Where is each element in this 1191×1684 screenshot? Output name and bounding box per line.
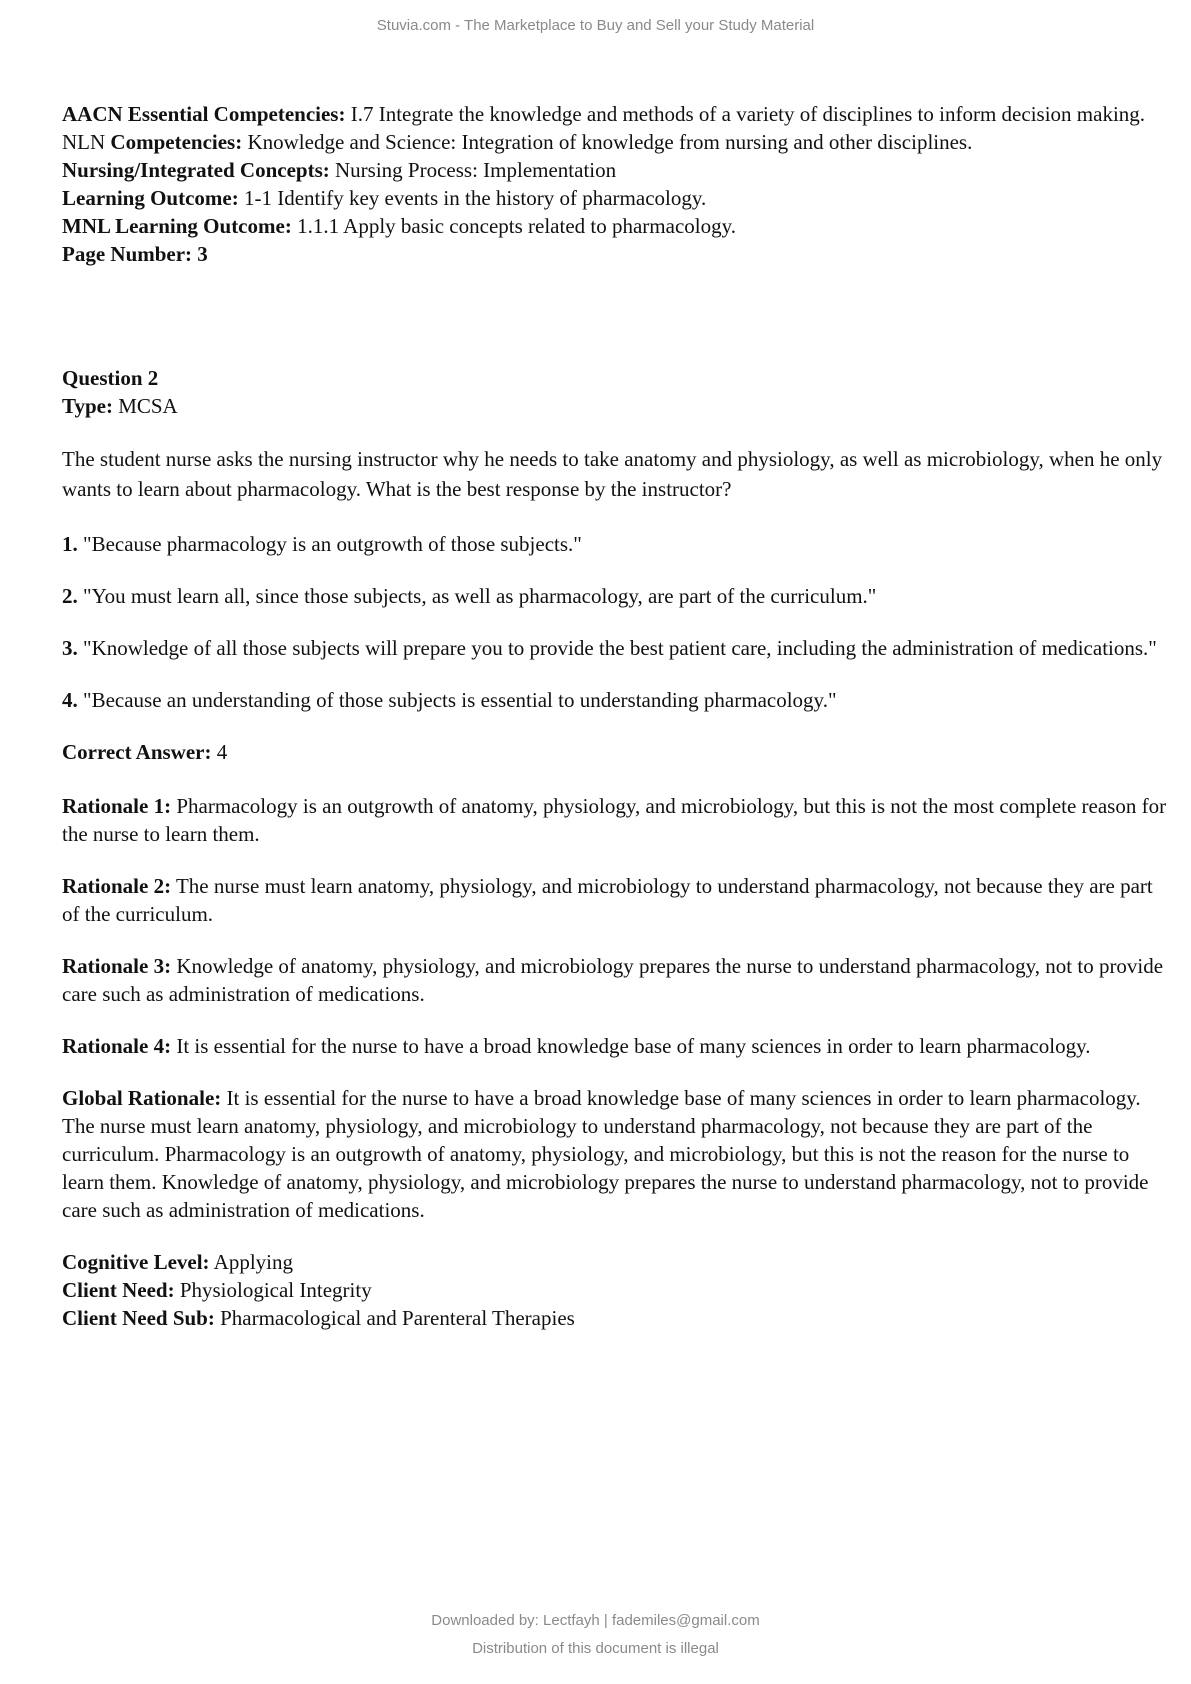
page-number: Page Number: 3	[62, 242, 208, 266]
correct-label: Correct Answer:	[62, 740, 212, 764]
spacer	[62, 662, 1172, 686]
aacn-competencies	[62, 100, 1172, 128]
spacer	[62, 610, 1172, 634]
option-4	[62, 686, 1172, 714]
spacer	[62, 714, 1172, 738]
global-rationale-label: Global Rationale:	[62, 1086, 222, 1110]
option-text: "Knowledge of all those subjects will prepare you to provide the best patient care, including the administration of medications."	[77, 636, 1157, 660]
learning-outcome	[62, 184, 1172, 212]
option-text: "Because pharmacology is an outgrowth of those subjects."	[77, 532, 582, 556]
rationale-text: Pharmacology is an outgrowth of anatomy, physiology, and microbiology, but this is not the most complete reason for the nurse to learn them.	[62, 794, 1167, 846]
option-number: 1.	[62, 532, 78, 556]
rationale-text: It is essential for the nurse to have a broad knowledge base of many sciences in order to learn pharmacology.	[171, 1034, 1091, 1058]
spacer	[62, 928, 1172, 952]
nursing-value: Nursing Process: Implementation	[329, 158, 617, 182]
client-need-sub-value: Pharmacological and Parenteral Therapies	[214, 1306, 575, 1330]
downloaded-by: Downloaded by: Lectfayh | fademiles@gmail.com	[431, 1612, 760, 1629]
aacn-label: AACN Essential Competencies:	[62, 102, 346, 126]
spacer	[62, 504, 1172, 530]
option-text: "You must learn all, since those subjects, as well as pharmacology, are part of the curriculum."	[77, 584, 877, 608]
mnl-label: MNL Learning Outcome:	[62, 214, 292, 238]
spacer	[62, 766, 1172, 792]
rationale-2	[62, 872, 1172, 928]
rationale-label: Rationale 3:	[62, 954, 172, 978]
question-title: Question 2	[62, 366, 159, 390]
client-need-value: Physiological Integrity	[174, 1278, 372, 1302]
rationale-label: Rationale 1:	[62, 794, 172, 818]
option-number: 3.	[62, 636, 78, 660]
spacer	[62, 1224, 1172, 1248]
mnl-value: 1.1.1 Apply basic concepts related to pharmacology.	[291, 214, 736, 238]
correct-answer	[62, 738, 1172, 766]
cognitive-level	[62, 1248, 1172, 1276]
cognitive-label: Cognitive Level:	[62, 1250, 210, 1274]
rationale-label: Rationale 2:	[62, 874, 172, 898]
option-number: 2.	[62, 584, 78, 608]
type-value: MCSA	[112, 394, 178, 418]
option-text: "Because an understanding of those subjects is essential to understanding pharmacology."	[77, 688, 837, 712]
learning-value: 1-1 Identify key events in the history of pharmacology.	[238, 186, 707, 210]
cognitive-value: Applying	[209, 1250, 293, 1274]
spacer	[62, 268, 1172, 354]
learning-label: Learning Outcome:	[62, 186, 239, 210]
option-number: 4.	[62, 688, 78, 712]
rationale-text: Knowledge of anatomy, physiology, and microbiology prepares the nurse to understand pharmacology, not to provide care such as administration of medications.	[62, 954, 1164, 1006]
global-rationale	[62, 1084, 1172, 1224]
spacer	[62, 1060, 1172, 1084]
client-need	[62, 1276, 1172, 1304]
mnl-learning-outcome	[62, 212, 1172, 240]
spacer	[62, 420, 1172, 444]
spacer	[62, 848, 1172, 872]
client-need-sub-label: Client Need Sub:	[62, 1306, 215, 1330]
option-2	[62, 582, 1172, 610]
global-rationale-text: It is essential for the nurse to have a broad knowledge base of many sciences in order to learn pharmacology. The nurse must learn anatomy, physiology, and microbiology to understand pharmacology, not because they are part of the curriculum. Pharmacology is an outgrowth of anatomy, physiology, and microbiology, but this is not the reason for the nurse to learn them. Knowledge of anatomy, physiology, and microbiology prepares the nurse to understand pharmacology, not to provide care such as administration of medications.	[62, 1086, 1149, 1222]
spacer	[62, 1008, 1172, 1032]
option-3	[62, 634, 1172, 662]
rationale-1	[62, 792, 1172, 848]
type-label: Type:	[62, 394, 113, 418]
nln-label-plain: NLN	[62, 130, 111, 154]
nursing-label: Nursing/Integrated Concepts:	[62, 158, 330, 182]
client-need-label: Client Need:	[62, 1278, 175, 1302]
document-body	[62, 100, 1172, 1332]
nursing-concepts	[62, 156, 1172, 184]
distribution-notice: Distribution of this document is illegal	[472, 1640, 719, 1657]
correct-value: 4	[211, 740, 228, 764]
question-type	[62, 392, 1172, 420]
rationale-3	[62, 952, 1172, 1008]
nln-competencies	[62, 128, 1172, 156]
page-header: Stuvia.com - The Marketplace to Buy and Sell your Study Material	[376, 17, 815, 34]
nln-value: Knowledge and Science: Integration of knowledge from nursing and other disciplines.	[242, 130, 973, 154]
rationale-4	[62, 1032, 1172, 1060]
aacn-value: I.7 Integrate the knowledge and methods of a variety of disciplines to inform decision making.	[345, 102, 1146, 126]
question-stem: The student nurse asks the nursing instructor why he needs to take anatomy and physiology, as well as microbiology, when he only wants to learn about pharmacology. What is the best response by the instructor?	[62, 447, 1163, 501]
rationale-text: The nurse must learn anatomy, physiology, and microbiology to understand pharmacology, not because they are part of the curriculum.	[62, 874, 1153, 926]
nln-label: Competencies:	[110, 130, 243, 154]
rationale-label: Rationale 4:	[62, 1034, 172, 1058]
option-1	[62, 530, 1172, 558]
client-need-sub	[62, 1304, 1172, 1332]
spacer	[62, 558, 1172, 582]
